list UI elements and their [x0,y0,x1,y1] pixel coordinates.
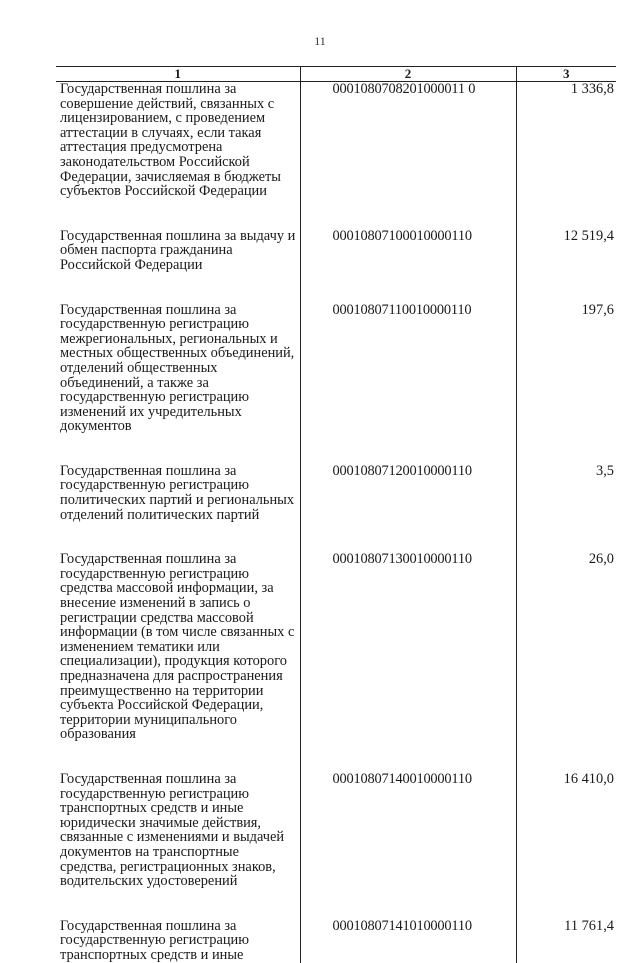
classification-code: 00010807110010000110 [300,303,516,464]
table-row [56,82,616,229]
revenue-name: Государственная пошлина за государственную регистрацию транспортных средств и иные [60,917,249,963]
column-number-header-row [56,67,616,82]
revenue-name: Государственная пошлина за государственную регистрацию транспортных средств и иные юридически значимые действия, связанные с изменениями и выдачей документов на транспортные средства, регистрационных знаков, водительских удостоверений [60,770,285,890]
column-header-3: 3 [516,67,616,82]
revenue-name: Государственная пошлина за совершение действий, связанных с лицензированием, с проведением аттестации в случаях, если такая аттестация предусмотрена законодательством Российской Федерации, зачисляемая в бюджеты субъектов Российской Федерации [60,81,281,200]
amount: 26,0 [516,552,616,772]
table-row [56,772,616,919]
amount: 197,6 [516,303,616,464]
column-header-1: 1 [56,67,300,82]
classification-code: 00010807130010000110 [300,552,516,772]
column-header-2: 2 [300,67,516,82]
revenue-name: Государственная пошлина за государственную регистрацию межрегиональных, региональных и местных общественных объединений, отделений общественных объединений, а также за государственную регистрацию изменений их учредительных документов [60,301,295,435]
classification-code: 00010807100010000110 [300,229,516,303]
classification-code: 0001080708201000011 0 [300,82,516,229]
budget-revenue-table [56,66,616,963]
table-row [56,229,616,303]
amount: 12 519,4 [516,229,616,303]
table-row [56,919,616,963]
revenue-name: Государственная пошлина за государственную регистрацию средства массовой информации, за внесение изменений в запись о регистрации средства массовой информации (в том числе связанных с изменением тематики или специализации), продукция которого предназначена для распространения преимущественно на территории субъекта Российской Федерации, территории муниципального образования [60,551,295,743]
revenue-name: Государственная пошлина за государственную регистрацию политических партий и региональных отделений политических партий [60,462,295,523]
amount: 16 410,0 [516,772,616,919]
classification-code: 00010807120010000110 [300,464,516,552]
classification-code: 00010807141010000110 [300,919,516,963]
table-row [56,552,616,772]
amount: 3,5 [516,464,616,552]
amount: 1 336,8 [516,82,616,229]
revenue-name: Государственная пошлина за выдачу и обмен паспорта гражданина Российской Федерации [60,227,296,273]
table-row [56,303,616,464]
table-row [56,464,616,552]
classification-code: 00010807140010000110 [300,772,516,919]
page-number: 11 [314,34,326,48]
amount: 11 761,4 [516,919,616,963]
